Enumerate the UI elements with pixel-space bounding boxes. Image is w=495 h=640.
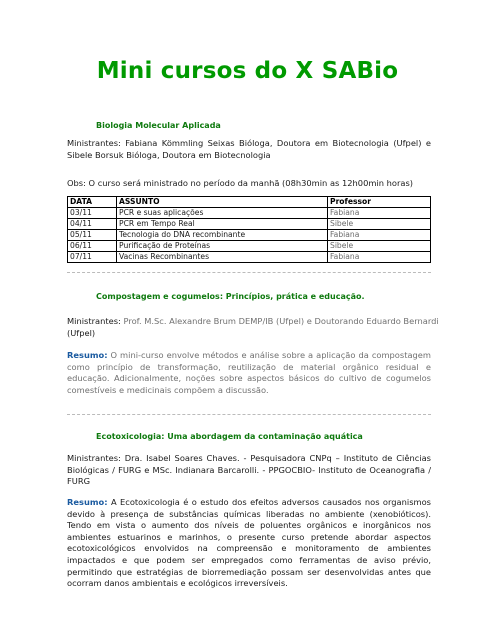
cell-subject: Purificação de Proteínas (117, 241, 328, 252)
resumo-compostagem (67, 350, 431, 396)
cell-professor: Fabiana (328, 230, 431, 241)
header-data: DATA (68, 197, 117, 208)
ministrantes-biologia (67, 138, 431, 161)
ministrantes-label: Ministrantes: (67, 453, 121, 463)
cell-subject: PCR e suas aplicações (117, 208, 328, 219)
table-row (68, 219, 431, 230)
cell-subject: Vacinas Recombinantes (117, 252, 328, 263)
ministrantes-text: Fabiana Kömmling Seixas Bióloga, Doutora em Biotecnologia (Ufpel) e Sibele Borsuk Bióloga, Doutora em Biotecnologia (67, 138, 431, 160)
resumo-label: Resumo: (67, 497, 108, 507)
cell-professor: Fabiana (328, 208, 431, 219)
cell-professor: Sibele (328, 241, 431, 252)
resumo-text: A Ecotoxicologia é o estudo dos efeitos adversos causados nos organismos devido à presença de substâncias químicas liberadas no ambiente (xenobióticos). Tendo em vista o aumento dos níveis de poluentes orgânicos e inorgânicos nos ambientes estuarinos e marinhos, o presente curso pretende abordar aspectos ecotoxicológicos envolvidos na compreensão e monitoramento de ambientes impactados e que podem ser empregados como ferramentas de aviso prévio, permitindo que estratégias de biorremediação possam ser desenvolvidas antes que ocorram danos ambientais e ecológicos irreversíveis. (67, 497, 431, 589)
cell-professor: Sibele (328, 219, 431, 230)
cell-date: 03/11 (68, 208, 117, 219)
cell-date: 06/11 (68, 241, 117, 252)
ministrantes-label: Ministrantes: (67, 138, 121, 148)
ministrantes-compostagem-line1 (67, 316, 439, 326)
cell-date: 04/11 (68, 219, 117, 230)
section-heading-ecotox: Ecotoxicologia: Uma abordagem da contaminação aquática (96, 432, 363, 441)
resumo-ecotox (67, 497, 431, 590)
ministrantes-text: Prof. M.Sc. Alexandre Brum DEMP/IB (Ufpel) e Doutorando Eduardo Bernardi (123, 316, 439, 326)
table-header-row (68, 197, 431, 208)
cell-subject: Tecnologia do DNA recombinante (117, 230, 328, 241)
table-row (68, 208, 431, 219)
section-divider (67, 414, 431, 415)
section-heading-compostagem: Compostagem e cogumelos: Princípios, prática e educação. (96, 292, 365, 301)
ministrantes-label: Ministrantes: (67, 316, 121, 326)
resumo-text: O mini-curso envolve métodos e análise sobre a aplicação da compostagem como princípio de transformação, reutilização de material orgânico residual e educação. Adicionalmente, noções sobre aspectos básicos do cultivo de cogumelos comestíveis e medicinais compõem a discussão. (67, 350, 431, 395)
cell-subject: PCR em Tempo Real (117, 219, 328, 230)
table-row (68, 252, 431, 263)
header-assunto: ASSUNTO (117, 197, 328, 208)
cell-date: 07/11 (68, 252, 117, 263)
obs-note: Obs: O curso será ministrado no período da manhã (08h30min as 12h00min horas) (67, 178, 414, 188)
resumo-label: Resumo: (67, 350, 108, 360)
ministrantes-ecotox (67, 453, 431, 488)
ministrantes-compostagem-line2: (Ufpel) (67, 328, 96, 338)
table-row (68, 230, 431, 241)
section-divider (67, 272, 431, 273)
table-row (68, 241, 431, 252)
cell-professor: Fabiana (328, 252, 431, 263)
cell-date: 05/11 (68, 230, 117, 241)
page-title: Mini cursos do X SABio (96, 58, 399, 84)
section-heading-biologia: Biologia Molecular Aplicada (96, 121, 221, 130)
ministrantes-text: Dra. Isabel Soares Chaves. - Pesquisadora CNPq – Instituto de Ciências Biológicas / FURG e MSc. Indianara Barcarolli. - PPGOCBIO- Instituto de Oceanografia / FURG (67, 453, 431, 487)
schedule-table (67, 196, 431, 263)
header-professor: Professor (328, 197, 431, 208)
